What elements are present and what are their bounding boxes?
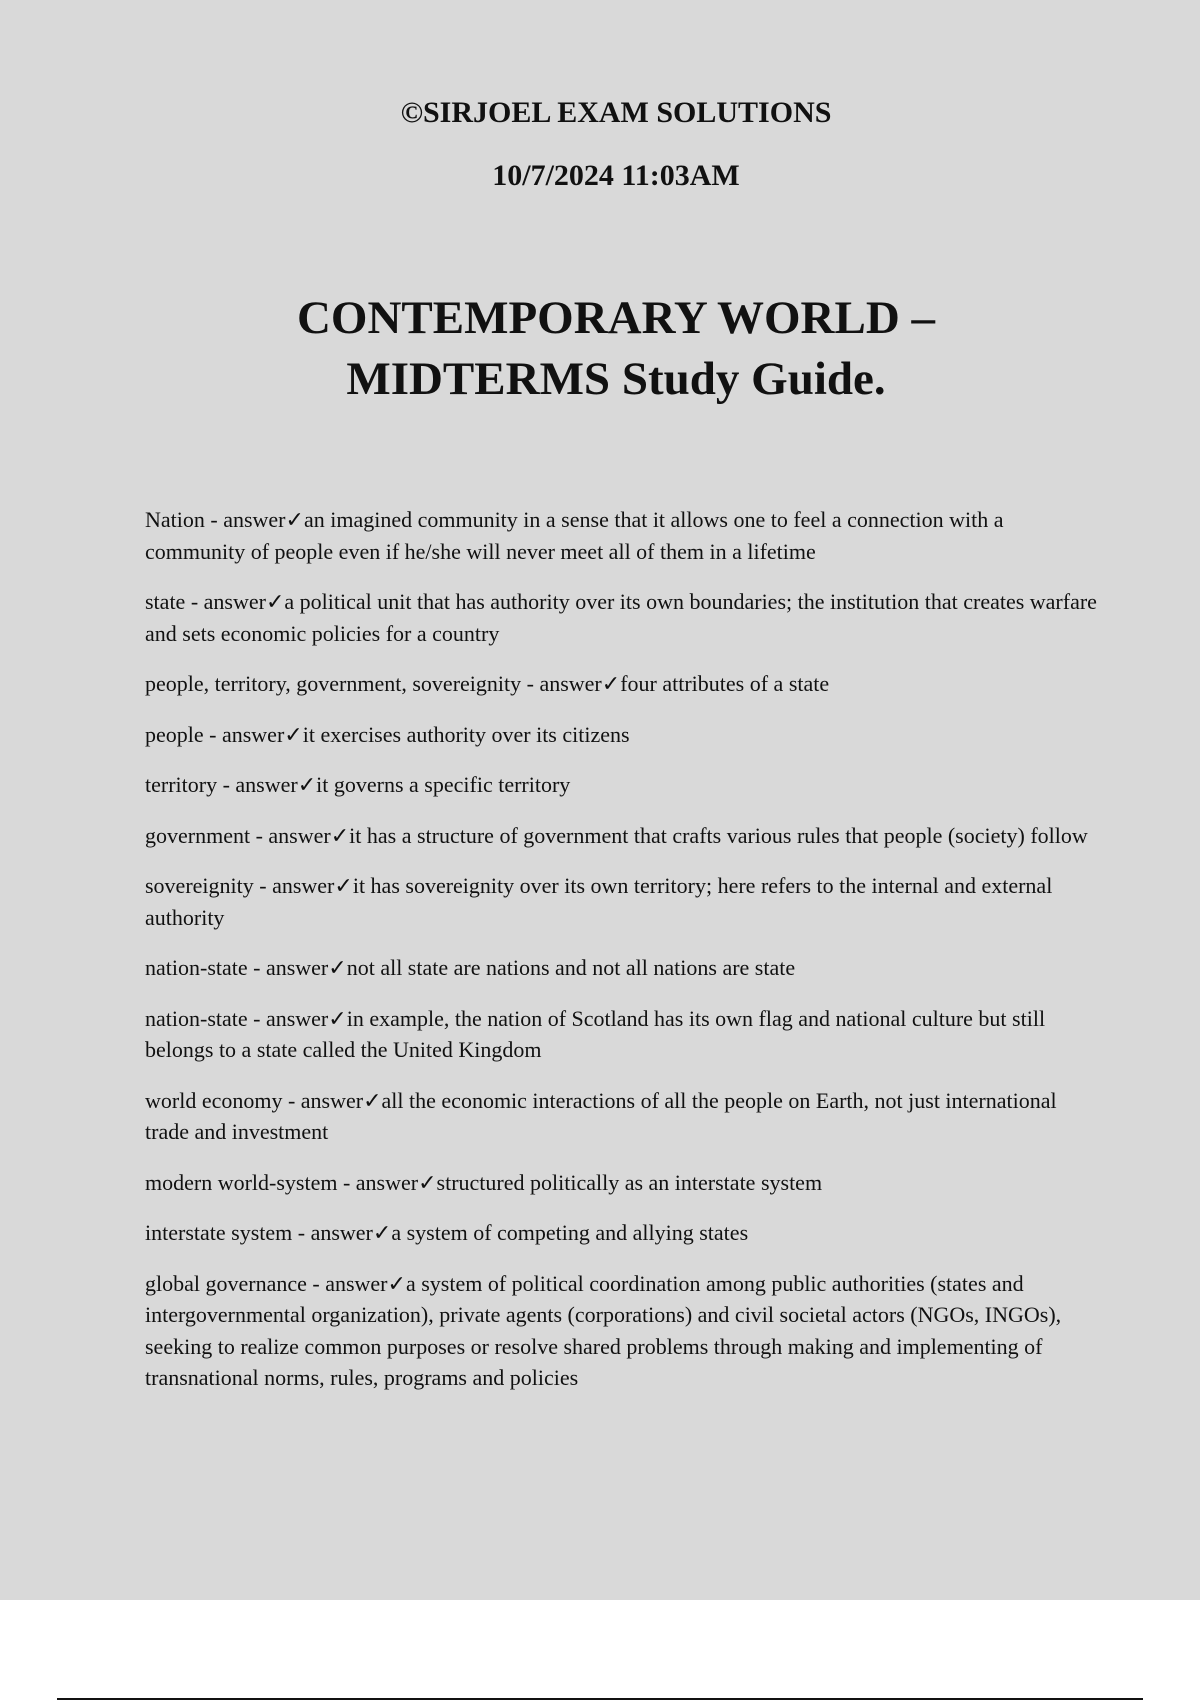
check-mark-icon: ✓ — [334, 874, 353, 899]
definition-term: interstate system - answer — [145, 1220, 373, 1245]
definition-text: not all state are nations and not all nations are state — [346, 955, 796, 980]
definition-text: structured politically as an interstate system — [436, 1169, 823, 1195]
definition-term: global governance - answer — [145, 1270, 388, 1296]
definition-item — [145, 1003, 1105, 1066]
definition-item — [145, 952, 1105, 984]
check-mark-icon: ✓ — [285, 508, 304, 533]
definition-item — [145, 1268, 1105, 1394]
definition-term: nation-state - answer — [145, 955, 329, 980]
check-mark-icon: ✓ — [363, 1088, 382, 1114]
definition-text: a political unit that has authority over its own boundaries; the institution that creates warfare and sets economic policies for a country — [145, 589, 1097, 646]
definition-item — [145, 586, 1105, 649]
definition-list — [145, 504, 1105, 1413]
check-mark-icon: ✓ — [328, 1006, 347, 1032]
definition-item — [145, 504, 1105, 567]
definition-item — [145, 719, 1105, 751]
definition-text: a system of competing and allying states — [391, 1220, 749, 1245]
datetime-line: 10/7/2024 11:03AM — [492, 159, 740, 192]
definition-text: in example, the nation of Scotland has its own flag and national culture but still belongs to a state called the United Kingdom — [145, 1005, 1046, 1062]
definition-item — [145, 870, 1105, 933]
check-mark-icon: ✓ — [330, 823, 350, 849]
definition-term: government - answer — [145, 822, 331, 848]
definition-text: an imagined community in a sense that it allows one to feel a connection with a community of people even if he/she will never meet all of them in a lifetime — [145, 507, 1004, 564]
brand-line: ©SIRJOEL EXAM SOLUTIONS — [400, 96, 832, 129]
definition-text: it exercises authority over its citizens — [302, 721, 630, 747]
definition-term: world economy - answer — [145, 1087, 364, 1113]
definition-term: sovereignity - answer — [145, 873, 335, 898]
check-mark-icon: ✓ — [372, 1221, 392, 1246]
definition-item — [145, 668, 1105, 700]
check-mark-icon: ✓ — [418, 1170, 437, 1196]
definition-item — [145, 1217, 1105, 1249]
definition-item — [145, 1167, 1105, 1199]
check-mark-icon: ✓ — [601, 672, 621, 697]
definition-text: it has a structure of government that crafts various rules that people (society) follow — [349, 822, 1088, 848]
definition-text: it has sovereignity over its own territory; here refers to the internal and external authority — [145, 873, 1053, 930]
definition-item — [145, 769, 1105, 801]
page-header — [0, 96, 1200, 222]
definition-text: four attributes of a state — [620, 671, 830, 696]
definition-term: people - answer — [145, 721, 285, 747]
check-mark-icon: ✓ — [297, 773, 317, 798]
definition-text: all the economic interactions of all the people on Earth, not just international trade and investment — [145, 1087, 1057, 1144]
definition-term: modern world-system - answer — [145, 1169, 419, 1195]
definition-term: people, territory, government, sovereignity - answer — [145, 671, 602, 696]
definition-term: territory - answer — [145, 772, 298, 797]
check-mark-icon: ✓ — [328, 956, 347, 981]
title-line-1: CONTEMPORARY WORLD – — [296, 292, 936, 344]
definition-item — [145, 820, 1105, 852]
definition-item — [145, 1085, 1105, 1148]
definition-term: Nation - answer — [145, 507, 286, 532]
definition-text: a system of political coordination among public authorities (states and intergovernmental organization), private agents (corporations) and civil societal actors (NGOs, INGOs), seeking to realize common purposes or resolve shared problems through making and implementing of transnational norms, rules, programs and policies — [145, 1270, 1062, 1390]
document-title — [0, 288, 1200, 410]
definition-text: it governs a specific territory — [316, 772, 571, 797]
check-mark-icon: ✓ — [265, 590, 285, 615]
check-mark-icon: ✓ — [387, 1271, 406, 1297]
definition-term: state - answer — [145, 589, 266, 614]
definition-term: nation-state - answer — [145, 1005, 329, 1031]
check-mark-icon: ✓ — [284, 722, 303, 748]
title-line-2: MIDTERMS Study Guide. — [346, 353, 886, 405]
